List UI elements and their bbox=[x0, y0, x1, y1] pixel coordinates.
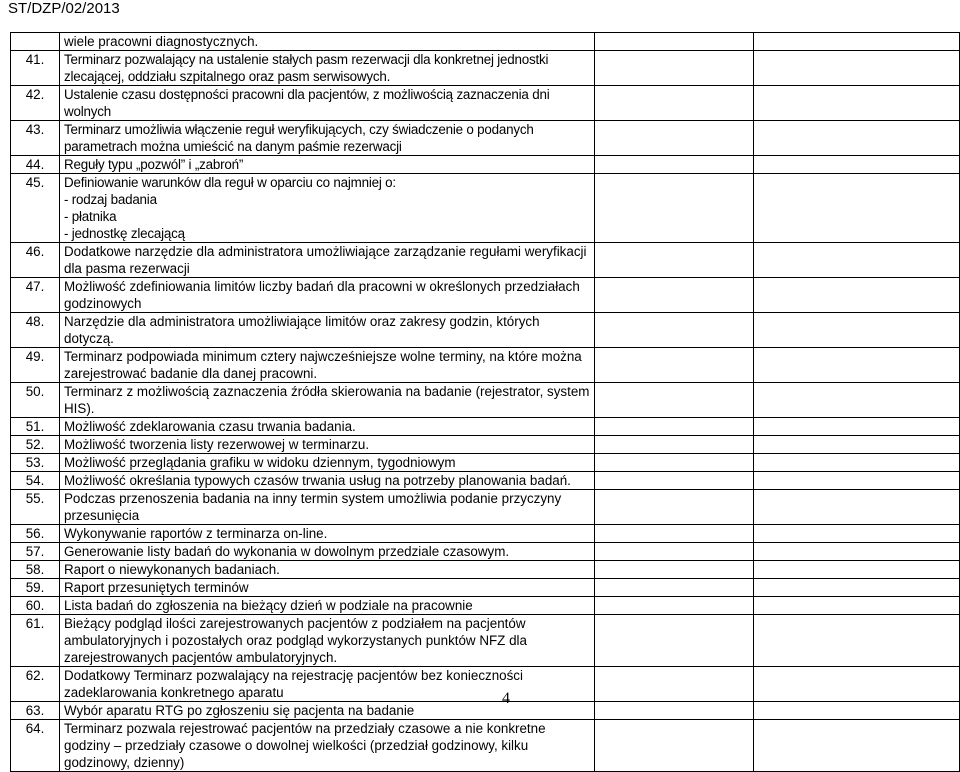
table-row bbox=[11, 33, 960, 51]
empty-cell bbox=[595, 383, 754, 418]
empty-cell bbox=[754, 702, 960, 720]
empty-cell bbox=[754, 418, 960, 436]
requirement-text: Terminarz pozwala rejestrować pacjentów na przedziały czasowe a nie konkretne godziny – przedziały czasowe o dowolnej wielkości (przedział godzinowy, kilku godzinowy, dzienny) bbox=[60, 720, 595, 772]
row-number: 55. bbox=[11, 490, 60, 525]
requirement-text: Terminarz z możliwością zaznaczenia źródła skierowania na badanie (rejestrator, system HIS). bbox=[60, 383, 595, 418]
row-number: 62. bbox=[11, 667, 60, 702]
table-row bbox=[11, 720, 960, 772]
row-number: 60. bbox=[11, 597, 60, 615]
empty-cell bbox=[595, 561, 754, 579]
requirements-table bbox=[10, 32, 960, 772]
row-number: 44. bbox=[11, 156, 60, 174]
table-row bbox=[11, 278, 960, 313]
requirement-text: Generowanie listy badań do wykonania w dowolnym przedziale czasowym. bbox=[60, 543, 595, 561]
empty-cell bbox=[595, 348, 754, 383]
row-number: 56. bbox=[11, 525, 60, 543]
table-row bbox=[11, 86, 960, 121]
table-row bbox=[11, 525, 960, 543]
empty-cell bbox=[754, 615, 960, 667]
requirement-text: Możliwość określania typowych czasów trwania usług na potrzeby planowania badań. bbox=[60, 472, 595, 490]
requirement-text: Możliwość zdeklarowania czasu trwania badania. bbox=[60, 418, 595, 436]
table-row bbox=[11, 702, 960, 720]
empty-cell bbox=[595, 51, 754, 86]
table-row bbox=[11, 436, 960, 454]
requirement-text: Ustalenie czasu dostępności pracowni dla pacjentów, z możliwością zaznaczenia dni wolnych bbox=[60, 86, 595, 121]
empty-cell bbox=[754, 490, 960, 525]
empty-cell bbox=[754, 51, 960, 86]
row-number: 52. bbox=[11, 436, 60, 454]
empty-cell bbox=[754, 472, 960, 490]
empty-cell bbox=[754, 436, 960, 454]
document-id: ST/DZP/02/2013 bbox=[8, 0, 120, 17]
requirement-text: Bieżący podgląd ilości zarejestrowanych pacjentów z podziałem na pacjentów ambulatoryjnych i pozostałych oraz podgląd wykorzystanych punktów NFZ dla zarejestrowanych pacjentów ambulatoryjnych. bbox=[60, 615, 595, 667]
requirement-text: Reguły typu „pozwól” i „zabroń” bbox=[60, 156, 595, 174]
empty-cell bbox=[754, 597, 960, 615]
empty-cell bbox=[754, 667, 960, 702]
requirement-text: wiele pracowni diagnostycznych. bbox=[60, 33, 595, 51]
empty-cell bbox=[595, 243, 754, 278]
empty-cell bbox=[595, 86, 754, 121]
requirement-text: Możliwość zdefiniowania limitów liczby badań dla pracowni w określonych przedziałach godzinowych bbox=[60, 278, 595, 313]
requirement-text: Narzędzie dla administratora umożliwiające limitów oraz zakresy godzin, których dotyczą. bbox=[60, 313, 595, 348]
empty-cell bbox=[595, 597, 754, 615]
table-row bbox=[11, 472, 960, 490]
empty-cell bbox=[754, 243, 960, 278]
requirement-text: Terminarz pozwalający na ustalenie stałych pasm rezerwacji dla konkretnej jednostki zlecającej, oddziału szpitalnego oraz pasm serwisowych. bbox=[60, 51, 595, 86]
requirement-text: Wykonywanie raportów z terminarza on-line. bbox=[60, 525, 595, 543]
empty-cell bbox=[754, 720, 960, 772]
requirement-text: Dodatkowy Terminarz pozwalający na rejestrację pacjentów bez konieczności zadeklarowania konkretnego aparatu bbox=[60, 667, 595, 702]
empty-cell bbox=[754, 86, 960, 121]
empty-cell bbox=[754, 121, 960, 156]
row-number: 61. bbox=[11, 615, 60, 667]
row-number: 53. bbox=[11, 454, 60, 472]
requirement-text: Terminarz podpowiada minimum cztery najwcześniejsze wolne terminy, na które można zarejestrować badanie dla danej pracowni. bbox=[60, 348, 595, 383]
requirement-text: Możliwość tworzenia listy rezerwowej w terminarzu. bbox=[60, 436, 595, 454]
requirement-text: Raport przesuniętych terminów bbox=[60, 579, 595, 597]
table-row bbox=[11, 543, 960, 561]
empty-cell bbox=[595, 121, 754, 156]
row-number: 63. bbox=[11, 702, 60, 720]
row-number: 48. bbox=[11, 313, 60, 348]
empty-cell bbox=[595, 418, 754, 436]
requirement-text: Terminarz umożliwia włączenie reguł weryfikujących, czy świadczenie o podanych parametrach można umieścić na danym paśmie rezerwacji bbox=[60, 121, 595, 156]
table-row bbox=[11, 490, 960, 525]
empty-cell bbox=[595, 33, 754, 51]
row-number: 41. bbox=[11, 51, 60, 86]
table-row bbox=[11, 597, 960, 615]
empty-cell bbox=[754, 348, 960, 383]
empty-cell bbox=[595, 720, 754, 772]
table-row bbox=[11, 579, 960, 597]
empty-cell bbox=[595, 156, 754, 174]
empty-cell bbox=[595, 615, 754, 667]
table-row bbox=[11, 348, 960, 383]
table-row bbox=[11, 667, 960, 702]
row-number: 51. bbox=[11, 418, 60, 436]
requirement-text: Możliwość przeglądania grafiku w widoku dziennym, tygodniowym bbox=[60, 454, 595, 472]
row-number: 43. bbox=[11, 121, 60, 156]
empty-cell bbox=[754, 156, 960, 174]
empty-cell bbox=[754, 561, 960, 579]
row-number: 47. bbox=[11, 278, 60, 313]
table-row bbox=[11, 243, 960, 278]
table-row bbox=[11, 156, 960, 174]
requirement-text: Wybór aparatu RTG po zgłoszeniu się pacjenta na badanie bbox=[60, 702, 595, 720]
row-number: 45. bbox=[11, 174, 60, 243]
row-number: 42. bbox=[11, 86, 60, 121]
empty-cell bbox=[595, 543, 754, 561]
row-number: 50. bbox=[11, 383, 60, 418]
empty-cell bbox=[754, 174, 960, 243]
row-number: 58. bbox=[11, 561, 60, 579]
row-number: 59. bbox=[11, 579, 60, 597]
empty-cell bbox=[754, 33, 960, 51]
empty-cell bbox=[754, 313, 960, 348]
empty-cell bbox=[754, 454, 960, 472]
row-number: 49. bbox=[11, 348, 60, 383]
requirement-text: Definiowanie warunków dla reguł w oparciu co najmniej o: - rodzaj badania - płatnika - jednostkę zlecającą bbox=[60, 174, 595, 243]
requirement-text: Dodatkowe narzędzie dla administratora umożliwiające zarządzanie regułami weryfikacji dla pasma rezerwacji bbox=[60, 243, 595, 278]
page-number: 4 bbox=[502, 690, 510, 707]
empty-cell bbox=[754, 579, 960, 597]
empty-cell bbox=[595, 278, 754, 313]
table-row bbox=[11, 51, 960, 86]
row-number: 64. bbox=[11, 720, 60, 772]
empty-cell bbox=[595, 579, 754, 597]
empty-cell bbox=[595, 667, 754, 702]
empty-cell bbox=[595, 454, 754, 472]
table-row bbox=[11, 121, 960, 156]
requirement-text: Podczas przenoszenia badania na inny termin system umożliwia podanie przyczyny przesunięcia bbox=[60, 490, 595, 525]
table-row bbox=[11, 383, 960, 418]
table-row bbox=[11, 561, 960, 579]
table-row bbox=[11, 454, 960, 472]
empty-cell bbox=[754, 278, 960, 313]
empty-cell bbox=[754, 383, 960, 418]
empty-cell bbox=[754, 543, 960, 561]
empty-cell bbox=[595, 436, 754, 454]
empty-cell bbox=[595, 313, 754, 348]
table-row bbox=[11, 313, 960, 348]
requirement-text: Lista badań do zgłoszenia na bieżący dzień w podziale na pracownie bbox=[60, 597, 595, 615]
row-number: 54. bbox=[11, 472, 60, 490]
empty-cell bbox=[754, 525, 960, 543]
row-number: 57. bbox=[11, 543, 60, 561]
requirement-text: Raport o niewykonanych badaniach. bbox=[60, 561, 595, 579]
empty-cell bbox=[595, 490, 754, 525]
empty-cell bbox=[595, 472, 754, 490]
empty-cell bbox=[595, 525, 754, 543]
table-row bbox=[11, 418, 960, 436]
empty-cell bbox=[595, 174, 754, 243]
table-row bbox=[11, 174, 960, 243]
row-number: 46. bbox=[11, 243, 60, 278]
empty-cell bbox=[595, 702, 754, 720]
row-number bbox=[11, 33, 60, 51]
table-row bbox=[11, 615, 960, 667]
